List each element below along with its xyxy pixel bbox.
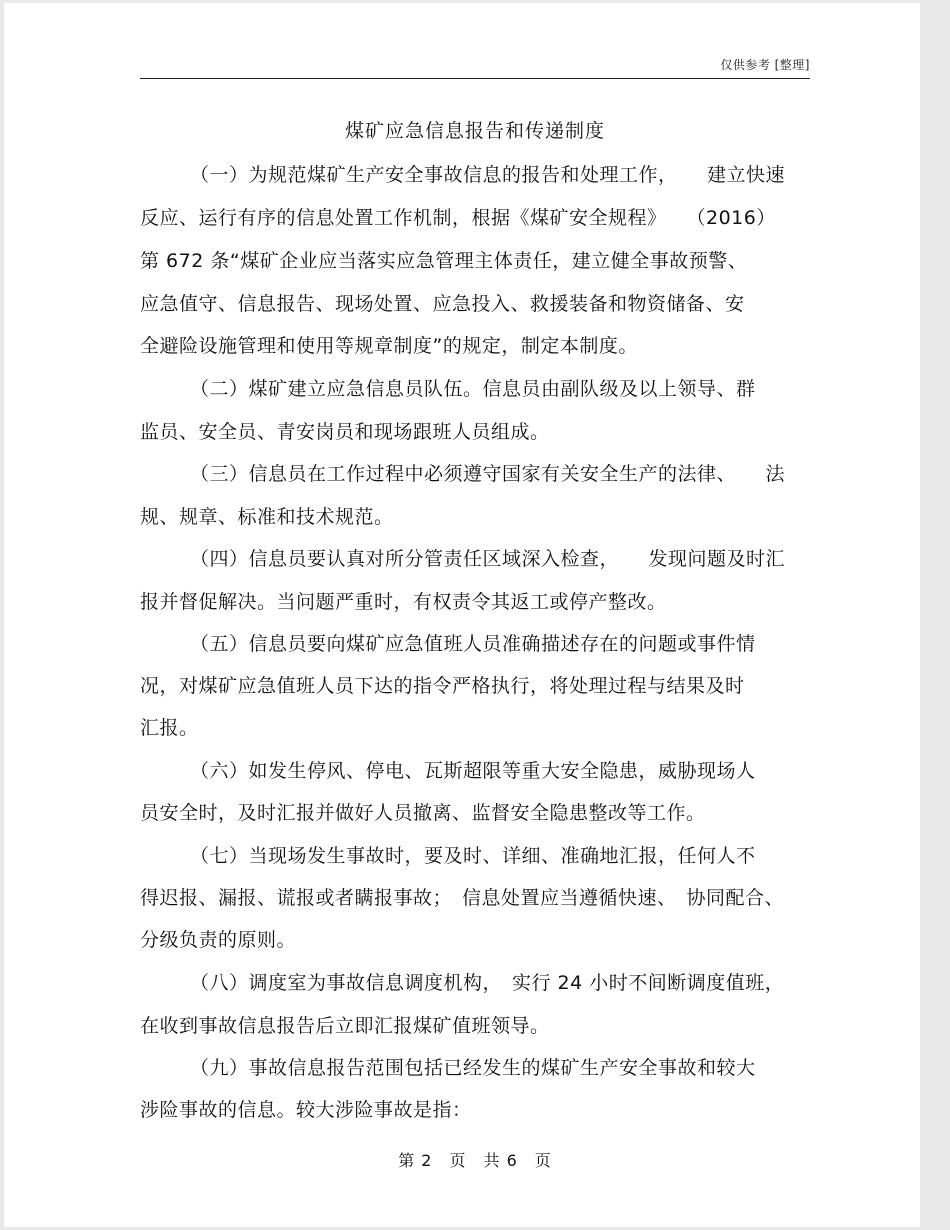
page-footer: 第 2 页 共 6 页 xyxy=(398,1151,552,1170)
paragraph-line: 员安全时，及时汇报并做好人员撤离、监督安全隐患整改等工作。 xyxy=(140,802,706,824)
paragraph-line: （二）煤矿建立应急信息员队伍。信息员由副队级及以上领导、群 xyxy=(190,378,756,400)
document-title: 煤矿应急信息报告和传递制度 xyxy=(344,120,605,142)
paragraph-line: 全避险设施管理和使用等规章制度”的规定，制定本制度。 xyxy=(140,335,638,357)
paragraph-line: 况，对煤矿应急值班人员下达的指令严格执行，将处理过程与结果及时 xyxy=(140,675,745,697)
paragraph-line: 分级负责的原则。 xyxy=(140,929,297,951)
paragraph-line: 第 672 条“煤矿企业应当落实应急管理主体责任，建立健全事故预警、 xyxy=(140,250,748,272)
paragraph-line: 得迟报、漏报、谎报或者瞒报事故； 信息处置应当遵循快速、 协同配合、 xyxy=(140,887,785,909)
paragraph-line: 监员、安全员、青安岗员和现场跟班人员组成。 xyxy=(140,421,550,443)
paragraph-line: （九）事故信息报告范围包括已经发生的煤矿生产安全事故和较大 xyxy=(190,1057,756,1079)
paragraph-line: 规、规章、标准和技术规范。 xyxy=(140,506,394,528)
paragraph-line: （一）为规范煤矿生产安全事故信息的报告和处理工作， 建立快速 xyxy=(190,164,786,186)
paragraph-line: 汇报。 xyxy=(140,717,199,739)
paragraph-line: 反应、运行有序的信息处置工作机制，根据《煤矿安全规程》 （2016） xyxy=(140,207,776,229)
paragraph-line: 报并督促解决。当问题严重时，有权责令其返工或停产整改。 xyxy=(140,591,667,613)
paragraph-line: （六）如发生停风、停电、瓦斯超限等重大安全隐患，威胁现场人 xyxy=(190,760,756,782)
paragraph-line: （四）信息员要认真对所分管责任区域深入检查， 发现问题及时汇 xyxy=(190,548,786,570)
paragraph-line: 在收到事故信息报告后立即汇报煤矿值班领导。 xyxy=(140,1015,550,1037)
paragraph-line: 涉险事故的信息。较大涉险事故是指： xyxy=(140,1099,472,1121)
paragraph-line: （五）信息员要向煤矿应急值班人员准确描述存在的问题或事件情 xyxy=(190,633,756,655)
paragraph-line: （七）当现场发生事故时，要及时、详细、准确地汇报，任何人不 xyxy=(190,845,756,867)
page-header xyxy=(140,54,810,79)
paragraph-line: （八）调度室为事故信息调度机构， 实行 24 小时不间断调度值班， xyxy=(190,972,785,994)
header-text: 仅供参考 [整理] xyxy=(720,58,810,72)
paragraph-line: （三）信息员在工作过程中必须遵守国家有关安全生产的法律、 法 xyxy=(190,463,786,485)
paragraph-line: 应急值守、信息报告、现场处置、应急投入、救援装备和物资储备、安 xyxy=(140,293,745,315)
